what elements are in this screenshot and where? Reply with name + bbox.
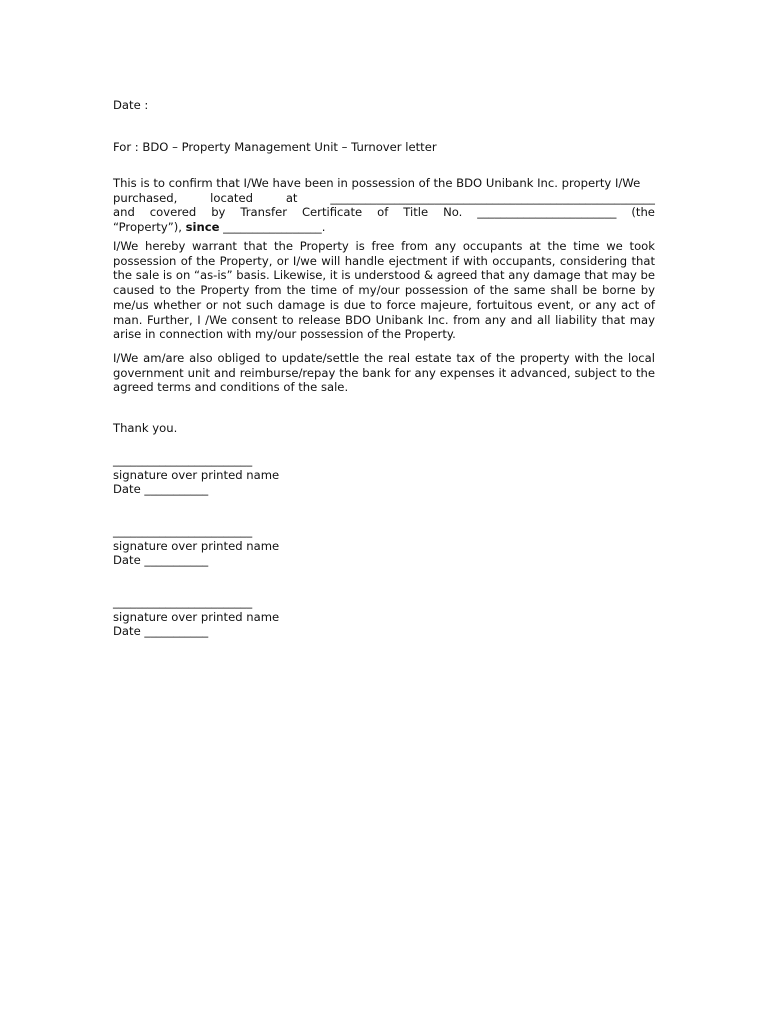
word: Transfer bbox=[240, 205, 287, 220]
warranty-paragraph: I/We hereby warrant that the Property is free from any occupants at the time we took possession of the Property, or I/we will handle ejectment if with occupants, considering that the sale is on “as-is” basis. Likewise, it is understood & agreed that any damage that may be caused to the Property from the time of my/our possession of the same shall be borne by me/us whether or not such damage is due to force majeure, fortuitous event, or any act of man. Further, I /We consent to release BDO Unibank Inc. from any and all liability that may arise in connection with my/our possession of the Property. bbox=[113, 239, 655, 342]
confirmation-line-2 bbox=[113, 191, 655, 206]
since-label: since bbox=[185, 220, 220, 235]
word: covered bbox=[149, 205, 197, 220]
date-heading: Date : bbox=[113, 98, 149, 112]
word: No. bbox=[443, 205, 463, 220]
signature-label: signature over printed name bbox=[113, 609, 280, 624]
confirmation-line-4 bbox=[113, 220, 655, 235]
confirmation-paragraph bbox=[113, 176, 655, 235]
word: at bbox=[285, 190, 298, 205]
signature-date: Date ___________ bbox=[113, 482, 209, 497]
word: (the bbox=[631, 205, 655, 220]
thank-you-text: Thank you. bbox=[113, 421, 178, 435]
signature-block-2 bbox=[113, 524, 655, 568]
confirmation-line-1 bbox=[113, 176, 655, 191]
word: by bbox=[211, 205, 226, 220]
word: purchased, bbox=[113, 190, 178, 205]
signature-block-1 bbox=[113, 453, 655, 497]
signature-block-3 bbox=[113, 595, 655, 639]
signature-line: ________________________ bbox=[113, 453, 253, 467]
word: and bbox=[113, 205, 135, 220]
word: Title bbox=[403, 205, 429, 220]
confirmation-line-3 bbox=[113, 205, 655, 220]
property-label: “Property”), bbox=[113, 220, 186, 235]
subject-line: For : BDO – Property Management Unit – Turnover letter bbox=[113, 140, 437, 154]
tax-obligation-paragraph: I/We am/are also obliged to update/settle the real estate tax of the property with the local government unit and reimburse/repay the bank for any expenses it advanced, subject to the agreed terms and conditions of the sale. bbox=[113, 351, 655, 395]
signature-label: signature over printed name bbox=[113, 467, 280, 482]
signature-date: Date ___________ bbox=[113, 553, 209, 568]
confirmation-line-1-text: This is to confirm that I/We have been in possession of the BDO Unibank Inc. property I/We bbox=[113, 176, 641, 190]
word: located bbox=[210, 190, 253, 205]
signature-label: signature over printed name bbox=[113, 538, 280, 553]
signature-date: Date ___________ bbox=[113, 624, 209, 639]
word: of bbox=[377, 205, 389, 220]
since-blank: _________________. bbox=[219, 220, 326, 235]
signature-line: ________________________ bbox=[113, 524, 253, 538]
word: Certificate bbox=[301, 205, 363, 220]
signature-line: ________________________ bbox=[113, 595, 253, 609]
title-number-blank: ________________________ bbox=[477, 205, 617, 220]
location-blank: ________________________________________________________ bbox=[330, 190, 655, 205]
